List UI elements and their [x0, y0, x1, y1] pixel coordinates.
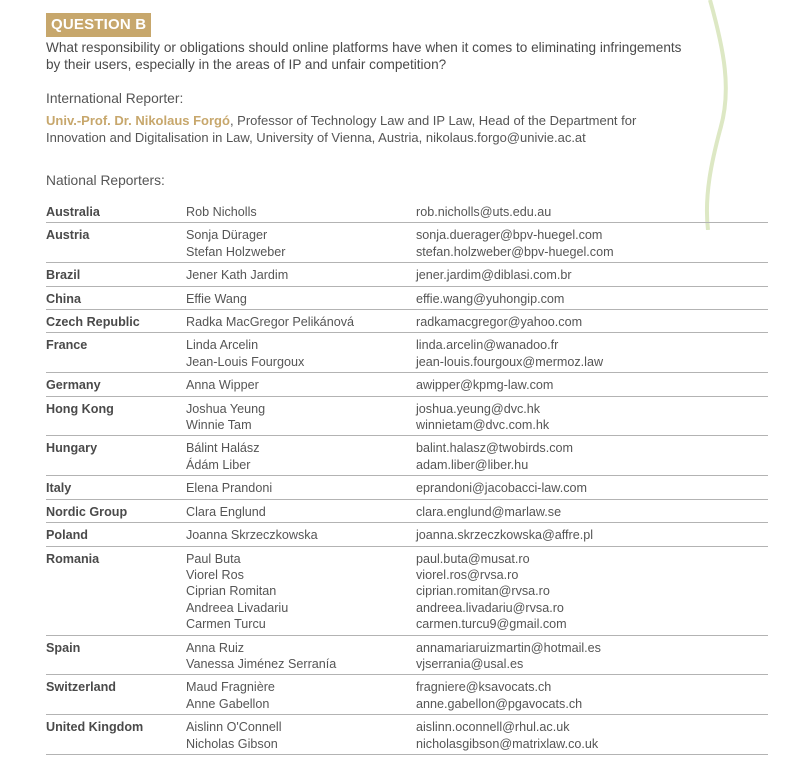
- reporter-name: Ádám Liber: [186, 457, 251, 472]
- table-row: [46, 397, 768, 437]
- reporter-names-cell: [186, 401, 416, 434]
- international-reporter: [46, 113, 686, 146]
- reporter-emails-cell: [416, 480, 768, 496]
- reporter-emails-cell: [416, 551, 768, 633]
- country-cell: Austria: [46, 228, 90, 243]
- reporter-email: balint.halasz@twobirds.com: [416, 441, 573, 456]
- reporter-name: Clara Englund: [186, 504, 266, 519]
- reporter-name: Anna Wipper: [186, 378, 259, 393]
- reporter-emails-cell: [416, 504, 768, 520]
- reporter-name: Anne Gabellon: [186, 696, 270, 711]
- table-row: [46, 675, 768, 715]
- reporter-email: anne.gabellon@pgavocats.ch: [416, 696, 583, 711]
- decorative-curve: [690, 0, 786, 230]
- country-cell: Hong Kong: [46, 401, 114, 416]
- reporter-emails-cell: [416, 440, 768, 473]
- reporter-emails-cell: [416, 291, 768, 307]
- table-row: [46, 500, 768, 523]
- reporter-name: Winnie Tam: [186, 418, 252, 433]
- reporter-name: Elena Prandoni: [186, 481, 273, 496]
- reporter-name: Viorel Ros: [186, 567, 244, 582]
- table-row: [46, 547, 768, 636]
- table-row: [46, 333, 768, 373]
- reporter-names-cell: [186, 679, 416, 712]
- reporter-names-cell: [186, 377, 416, 393]
- reporter-name: Effie Wang: [186, 291, 247, 306]
- international-reporter-heading: International Reporter:: [46, 91, 184, 106]
- reporter-names-cell: [186, 440, 416, 473]
- table-row: [46, 373, 768, 396]
- reporter-email: winnietam@dvc.com.hk: [416, 418, 550, 433]
- reporter-email: paul.buta@musat.ro: [416, 551, 530, 566]
- reporter-email: eprandoni@jacobacci-law.com: [416, 481, 587, 496]
- reporter-name: Carmen Turcu: [186, 617, 266, 632]
- reporter-email: rob.nicholls@uts.edu.au: [416, 205, 552, 219]
- reporter-names-cell: [186, 267, 416, 283]
- reporter-emails-cell: [416, 337, 768, 370]
- country-cell: France: [46, 338, 88, 353]
- country-cell: Nordic Group: [46, 504, 128, 519]
- reporter-emails-cell: [416, 719, 768, 752]
- table-row: [46, 715, 768, 755]
- country-cell: China: [46, 291, 81, 306]
- reporter-email: nicholasgibson@matrixlaw.co.uk: [416, 736, 599, 751]
- reporter-names-cell: [186, 719, 416, 752]
- question-text: What responsibility or obligations should online platforms have when it comes to eliminating infringements by their users, especially in the areas of IP and unfair competition?: [46, 40, 682, 72]
- reporter-email: joanna.skrzeczkowska@affre.pl: [416, 528, 594, 543]
- reporter-name: Anna Ruiz: [186, 640, 245, 655]
- country-cell: Romania: [46, 551, 100, 566]
- country-cell: Hungary: [46, 441, 98, 456]
- reporter-name: Paul Buta: [186, 551, 241, 566]
- table-row: [46, 287, 768, 310]
- country-cell: Germany: [46, 378, 101, 393]
- reporter-email: sonja.duerager@bpv-huegel.com: [416, 228, 603, 243]
- reporter-email: viorel.ros@rvsa.ro: [416, 567, 519, 582]
- reporter-names-cell: [186, 640, 416, 673]
- reporter-name: Nicholas Gibson: [186, 736, 278, 751]
- national-reporters-table: [46, 200, 768, 755]
- reporter-email: vjserrania@usal.es: [416, 656, 524, 671]
- reporter-names-cell: [186, 337, 416, 370]
- reporter-name: Jener Kath Jardim: [186, 268, 289, 283]
- reporter-emails-cell: [416, 314, 768, 330]
- table-row: [46, 523, 768, 546]
- reporter-email: fragniere@ksavocats.ch: [416, 680, 552, 695]
- table-row: [46, 436, 768, 476]
- reporter-name: Linda Arcelin: [186, 338, 259, 353]
- table-row: [46, 263, 768, 286]
- country-cell: Switzerland: [46, 680, 116, 695]
- reporter-emails-cell: [416, 377, 768, 393]
- reporter-name: Joanna Skrzeczkowska: [186, 528, 318, 543]
- reporter-names-cell: [186, 480, 416, 496]
- table-row: [46, 476, 768, 499]
- reporter-name: Sonja Dürager: [186, 228, 268, 243]
- reporter-emails-cell: [416, 401, 768, 434]
- reporter-name: Joshua Yeung: [186, 401, 266, 416]
- reporter-email: annamariaruizmartin@hotmail.es: [416, 640, 601, 655]
- country-cell: Czech Republic: [46, 315, 140, 330]
- table-row: [46, 310, 768, 333]
- reporter-emails-cell: [416, 527, 768, 543]
- reporter-names-cell: [186, 291, 416, 307]
- reporter-name: Rob Nicholls: [186, 205, 257, 219]
- table-row: [46, 223, 768, 263]
- reporter-name: Maud Fragnière: [186, 680, 275, 695]
- reporter-email: linda.arcelin@wanadoo.fr: [416, 338, 559, 353]
- reporter-email: clara.englund@marlaw.se: [416, 504, 562, 519]
- reporter-email: awipper@kpmg-law.com: [416, 378, 554, 393]
- reporter-emails-cell: [416, 640, 768, 673]
- question-label: QUESTION B: [46, 13, 151, 37]
- reporter-email: jener.jardim@diblasi.com.br: [416, 268, 572, 283]
- reporter-names-cell: [186, 527, 416, 543]
- reporter-email: effie.wang@yuhongip.com: [416, 291, 565, 306]
- country-cell: United Kingdom: [46, 720, 144, 735]
- reporter-names-cell: [186, 227, 416, 260]
- reporter-email: jean-louis.fourgoux@mermoz.law: [416, 354, 604, 369]
- table-row: [46, 200, 768, 223]
- country-cell: Australia: [46, 205, 100, 219]
- reporter-email: adam.liber@liber.hu: [416, 457, 529, 472]
- reporter-email: andreea.livadariu@rvsa.ro: [416, 600, 564, 615]
- reporter-names-cell: [186, 314, 416, 330]
- country-cell: Brazil: [46, 268, 81, 283]
- reporter-names-cell: [186, 551, 416, 633]
- reporter-name: Radka MacGregor Pelikánová: [186, 315, 354, 330]
- reporter-email: radkamacgregor@yahoo.com: [416, 315, 583, 330]
- reporter-names-cell: [186, 204, 416, 220]
- reporter-email: aislinn.oconnell@rhul.ac.uk: [416, 720, 570, 735]
- national-reporters-heading: National Reporters:: [46, 173, 165, 188]
- reporter-name: Stefan Holzweber: [186, 244, 286, 259]
- country-cell: Poland: [46, 528, 88, 543]
- reporter-name: Andreea Livadariu: [186, 600, 289, 615]
- country-cell: Spain: [46, 640, 81, 655]
- reporter-emails-cell: [416, 267, 768, 283]
- reporter-names-cell: [186, 504, 416, 520]
- country-cell: Italy: [46, 481, 72, 496]
- reporter-emails-cell: [416, 227, 768, 260]
- reporter-email: ciprian.romitan@rvsa.ro: [416, 584, 550, 599]
- reporter-name: Bálint Halász: [186, 441, 260, 456]
- reporter-email: joshua.yeung@dvc.hk: [416, 401, 541, 416]
- international-reporter-name: Univ.-Prof. Dr. Nikolaus Forgó: [46, 113, 230, 128]
- reporter-email: stefan.holzweber@bpv-huegel.com: [416, 244, 614, 259]
- reporter-name: Aislinn O'Connell: [186, 720, 282, 735]
- international-reporter-details: , Professor of Technology Law and IP Law, Head of the Department for Innovation and Digitalisation in Law, University of Vienna, Austria, nikolaus.forgo@univie.ac.at: [46, 113, 637, 145]
- reporter-name: Jean-Louis Fourgoux: [186, 354, 305, 369]
- reporter-email: carmen.turcu9@gmail.com: [416, 617, 567, 632]
- reporter-emails-cell: [416, 679, 768, 712]
- table-row: [46, 636, 768, 676]
- reporter-name: Vanessa Jiménez Serranía: [186, 656, 337, 671]
- reporter-emails-cell: [416, 204, 768, 220]
- reporter-name: Ciprian Romitan: [186, 584, 277, 599]
